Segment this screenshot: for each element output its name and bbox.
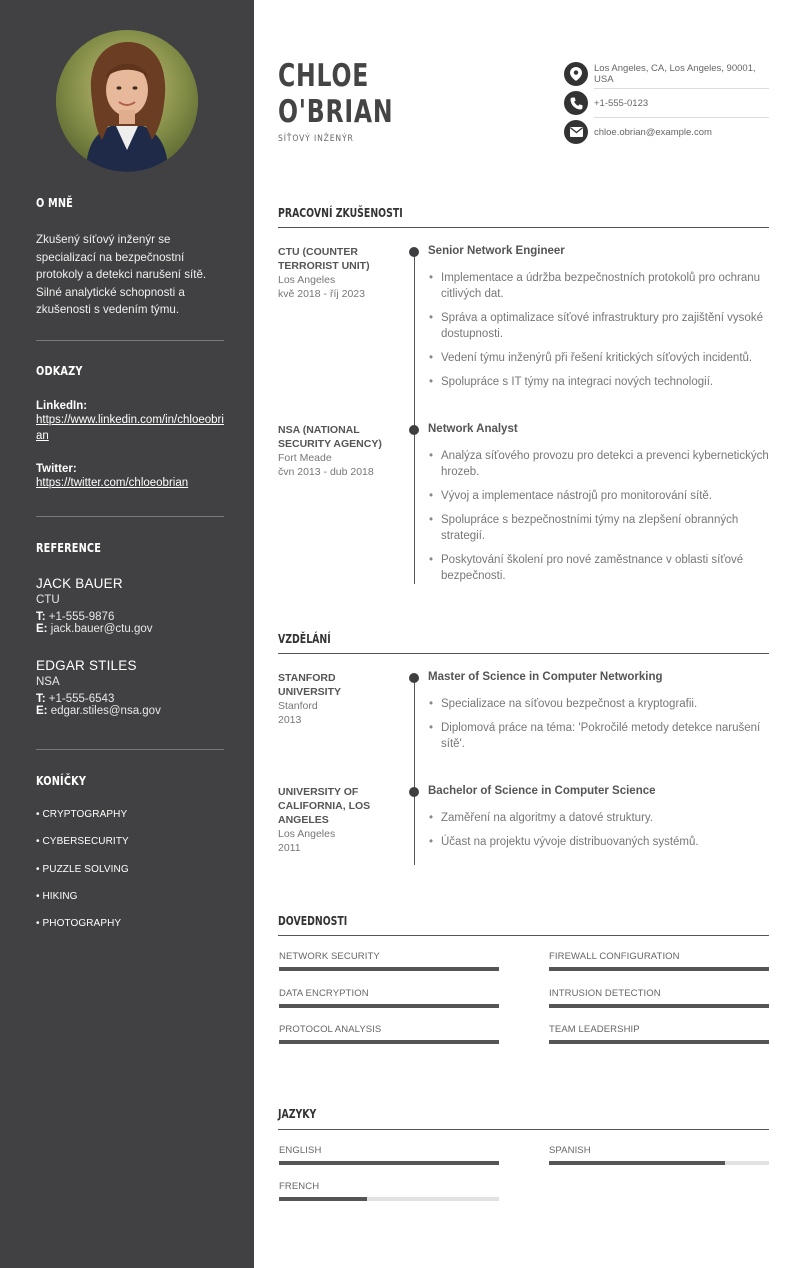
timeline-dot	[409, 787, 419, 797]
phone-label: T:	[36, 611, 46, 623]
skill-bar	[279, 967, 499, 971]
section-divider	[278, 227, 769, 228]
skill-item	[549, 1024, 769, 1044]
degree-title: Bachelor of Science in Computer Science	[428, 785, 656, 797]
reference-name: JACK BAUER	[36, 576, 123, 591]
twitter-link[interactable]: https://twitter.com/chloeobrian	[36, 477, 189, 489]
link-linkedin	[36, 400, 224, 444]
skill-bar-fill	[549, 1004, 769, 1008]
timeline-dot	[409, 247, 419, 257]
list-item: • Analýza síťového provozu pro detekci a prevenci kybernetických hrozeb.	[428, 448, 771, 480]
degree-title: Master of Science in Computer Networking	[428, 671, 663, 683]
language-bar-fill	[279, 1197, 367, 1201]
reference-item	[36, 658, 224, 717]
skill-label: INTRUSION DETECTION	[549, 988, 661, 999]
skill-bar-fill	[279, 967, 499, 971]
skill-bar	[279, 1040, 499, 1044]
skill-label: DATA ENCRYPTION	[279, 988, 369, 999]
degree-bullets	[428, 696, 771, 760]
language-bar	[549, 1161, 769, 1165]
hobbies-title: KONÍČKY	[36, 773, 87, 788]
list-item: • Zaměření na algoritmy a datové struktury.	[428, 810, 771, 826]
phone-icon	[564, 91, 588, 115]
list-item: • Spolupráce s IT týmy na integraci nových technologií.	[428, 374, 771, 390]
org-name: CTU (COUNTER TERRORIST UNIT)	[278, 246, 370, 272]
list-item: • Účast na projektu vývoje distribuovaných systémů.	[428, 834, 771, 850]
org-dates: kvě 2018 - říj 2023	[278, 288, 365, 300]
hobby-item: • CRYPTOGRAPHY	[36, 809, 128, 820]
education-org	[278, 671, 398, 727]
language-bar	[279, 1161, 499, 1165]
email-text: chloe.obrian@example.com	[594, 126, 712, 138]
hobby-item: • CYBERSECURITY	[36, 836, 129, 847]
education-title: VZDĚLÁNÍ	[278, 632, 331, 646]
job-title: SÍŤOVÝ INŽENÝR	[278, 134, 354, 144]
skill-bar-fill	[279, 1040, 499, 1044]
email-label: E:	[36, 623, 48, 635]
skill-item	[279, 951, 499, 971]
hobby-item: • HIKING	[36, 891, 78, 902]
org-location: Los Angeles	[278, 274, 336, 286]
reference-email: jack.bauer@ctu.gov	[50, 623, 153, 635]
skill-bar	[549, 967, 769, 971]
sidebar-divider	[36, 516, 224, 517]
skill-bar-fill	[549, 967, 769, 971]
reference-item	[36, 576, 224, 635]
about-title: O MNĚ	[36, 195, 73, 210]
address-text: Los Angeles, CA, Los Angeles, 90001, USA	[594, 63, 756, 85]
profile-photo	[56, 30, 198, 172]
sidebar-divider	[36, 749, 224, 750]
reference-name: EDGAR STILES	[36, 658, 137, 673]
skill-bar-fill	[279, 1004, 499, 1008]
reference-email: edgar.stiles@nsa.gov	[50, 705, 161, 717]
section-divider	[278, 1129, 769, 1130]
skill-item	[549, 988, 769, 1008]
email-label: E:	[36, 705, 48, 717]
education-timeline	[414, 677, 415, 865]
org-location: Los Angeles	[278, 828, 336, 840]
hobby-item: • PHOTOGRAPHY	[36, 918, 122, 929]
skill-item	[279, 1024, 499, 1044]
experience-org	[278, 423, 398, 479]
hobbies-list	[36, 809, 224, 939]
linkedin-link[interactable]: https://www.linkedin.com/in/chloeobrian	[36, 414, 224, 442]
language-label: ENGLISH	[279, 1145, 322, 1156]
link-label: Twitter:	[36, 463, 77, 475]
language-item	[279, 1181, 499, 1201]
org-dates: čvn 2013 - dub 2018	[278, 466, 374, 478]
org-name: NSA (NATIONAL SECURITY AGENCY)	[278, 424, 382, 450]
section-divider	[278, 653, 769, 654]
language-item	[549, 1145, 769, 1165]
org-dates: 2013	[278, 714, 302, 726]
list-item: • Správa a optimalizace síťové infrastruktury pro zajištění vysoké dostupnosti.	[428, 310, 771, 342]
skill-bar	[279, 1004, 499, 1008]
org-dates: 2011	[278, 842, 301, 854]
experience-title: PRACOVNÍ ZKUŠENOSTI	[278, 206, 403, 220]
references-title: REFERENCE	[36, 540, 102, 555]
timeline-dot	[409, 425, 419, 435]
hobby-item: • PUZZLE SOLVING	[36, 864, 129, 875]
reference-org: NSA	[36, 676, 60, 688]
list-item: • Vedení týmu inženýrů při řešení kritických síťových incidentů.	[428, 350, 771, 366]
contact-address	[564, 62, 769, 86]
skill-label: NETWORK SECURITY	[279, 951, 380, 962]
skill-label: FIREWALL CONFIGURATION	[549, 951, 680, 962]
envelope-icon	[564, 120, 588, 144]
languages-title: JAZYKY	[278, 1107, 317, 1121]
role-title: Senior Network Engineer	[428, 245, 565, 257]
skills-title: DOVEDNOSTI	[278, 914, 348, 928]
language-label: FRENCH	[279, 1181, 320, 1192]
skill-bar-fill	[549, 1040, 769, 1044]
list-item: • Spolupráce s bezpečnostními týmy na zlepšení obranných strategií.	[428, 512, 771, 544]
contact-email	[564, 120, 769, 144]
reference-phone: +1-555-9876	[48, 611, 115, 623]
org-name: STANFORD UNIVERSITY	[278, 672, 342, 698]
list-item: • Implementace a údržba bezpečnostních protokolů pro ochranu citlivých dat.	[428, 270, 771, 302]
last-name: O'BRIAN	[278, 94, 394, 130]
sidebar-divider	[36, 340, 224, 341]
skill-bar	[549, 1004, 769, 1008]
list-item: • Diplomová práce na téma: 'Pokročilé metody detekce narušení sítě'.	[428, 720, 771, 752]
language-item	[279, 1145, 499, 1165]
candidate-name	[278, 58, 393, 130]
education-org	[278, 785, 398, 855]
skill-bar	[549, 1040, 769, 1044]
contact-divider	[594, 117, 769, 118]
role-bullets	[428, 270, 771, 398]
experience-org	[278, 245, 398, 301]
phone-text: +1-555-0123	[594, 97, 649, 109]
sidebar	[0, 0, 254, 1268]
role-title: Network Analyst	[428, 423, 518, 435]
first-name: CHLOE	[278, 58, 370, 94]
skill-label: TEAM LEADERSHIP	[549, 1024, 640, 1035]
link-twitter	[36, 463, 224, 491]
link-label: LinkedIn:	[36, 400, 88, 412]
section-divider	[278, 935, 769, 936]
language-bar	[279, 1197, 499, 1201]
org-location: Fort Meade	[278, 452, 332, 464]
reference-phone: +1-555-6543	[48, 693, 115, 705]
links-title: ODKAZY	[36, 363, 83, 378]
degree-bullets	[428, 810, 771, 858]
contact-phone	[564, 91, 769, 115]
skill-label: PROTOCOL ANALYSIS	[279, 1024, 382, 1035]
contact-divider	[594, 88, 769, 89]
org-location: Stanford	[278, 700, 318, 712]
list-item: • Poskytování školení pro nové zaměstnance v oblasti síťové bezpečnosti.	[428, 552, 771, 584]
skill-item	[549, 951, 769, 971]
list-item: • Vývoj a implementace nástrojů pro monitorování sítě.	[428, 488, 771, 504]
list-item: • Specializace na síťovou bezpečnost a kryptografii.	[428, 696, 771, 712]
language-label: SPANISH	[549, 1145, 591, 1156]
role-bullets	[428, 448, 771, 592]
timeline-dot	[409, 673, 419, 683]
experience-timeline	[414, 251, 415, 584]
location-pin-icon	[564, 62, 588, 86]
language-bar-fill	[549, 1161, 725, 1165]
about-text: Zkušený síťový inženýr se specializací na bezpečnostní protokoly a detekci narušení sítě. Silné analytické schopnosti a zkušenosti s vedením týmu.	[36, 233, 207, 316]
skill-item	[279, 988, 499, 1008]
org-name: UNIVERSITY OF CALIFORNIA, LOS ANGELES	[278, 786, 371, 826]
reference-org: CTU	[36, 594, 60, 606]
phone-label: T:	[36, 693, 46, 705]
language-bar-fill	[279, 1161, 499, 1165]
